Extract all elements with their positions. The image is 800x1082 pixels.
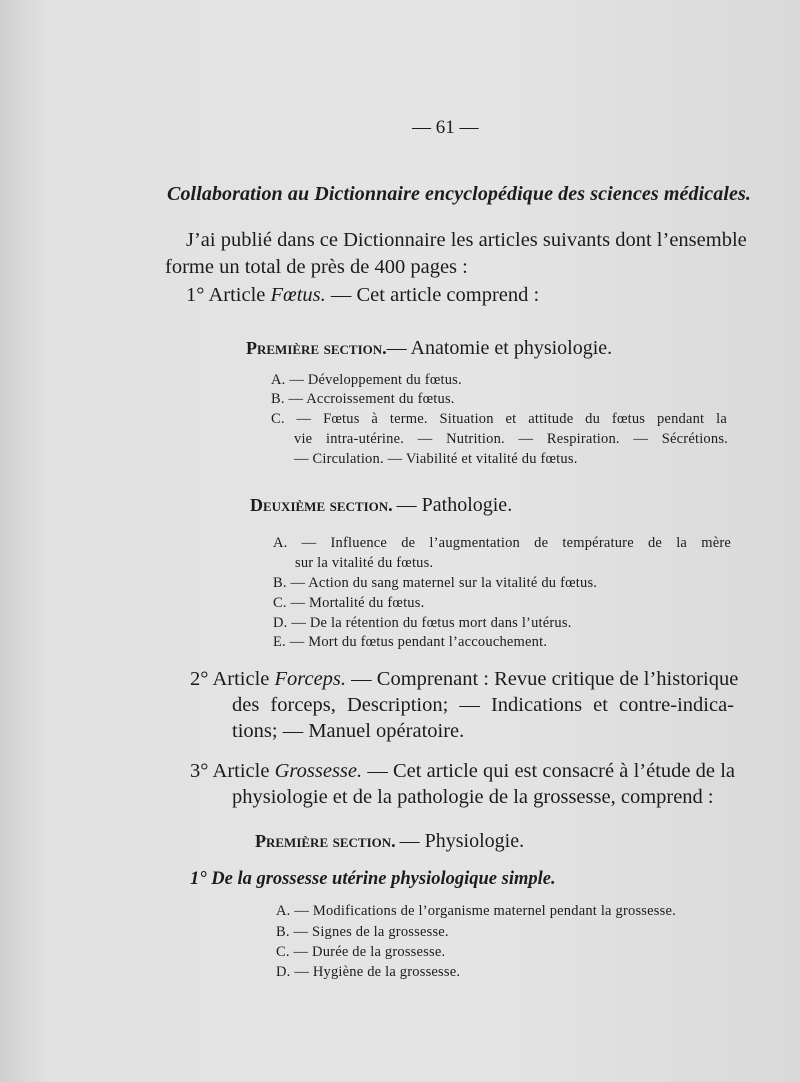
article2-line-3: tions; — Manuel opératoire. bbox=[232, 720, 465, 742]
section-title: — Anatomie et physiologie. bbox=[386, 337, 613, 359]
list-item: C. — Fœtus à terme. Situation et attitude du fœtus pendant la bbox=[271, 411, 727, 427]
article3-line-1 bbox=[190, 760, 735, 783]
intro-line-2: forme un total de près de 400 pages : bbox=[165, 256, 468, 278]
article3-rest: — Cet article qui est consacré à l’étude de la bbox=[367, 760, 735, 782]
article1-rest: — Cet article comprend : bbox=[330, 284, 540, 306]
article3-name: Grossesse. bbox=[274, 760, 363, 782]
article1-label: Article bbox=[208, 284, 266, 306]
intro-line-1: J’ai publié dans ce Dictionnaire les articles suivants dont l’ensemble bbox=[186, 229, 747, 251]
section-title: — Physiologie. bbox=[399, 830, 525, 852]
list-item: A. — Développement du fœtus. bbox=[271, 372, 462, 388]
section-label: Première section. bbox=[246, 338, 387, 358]
article1-num: 1° bbox=[186, 284, 205, 306]
list-item: C. — Durée de la grossesse. bbox=[276, 944, 446, 960]
list-item: E. — Mort du fœtus pendant l’accouchement. bbox=[273, 634, 548, 650]
article2-rest: — Comprenant : Revue critique de l’historique bbox=[351, 668, 739, 690]
list-item-continuation: — Circulation. — Viabilité et vitalité du fœtus. bbox=[294, 451, 578, 467]
article1-heading bbox=[186, 284, 539, 307]
subheading: 1° De la grossesse utérine physiologique simple. bbox=[190, 869, 556, 889]
list-item: D. — Hygiène de la grossesse. bbox=[276, 964, 461, 980]
list-item: B. — Action du sang maternel sur la vitalité du fœtus. bbox=[273, 575, 598, 591]
section-label: Première section. bbox=[255, 831, 396, 851]
article3-num: 3° bbox=[190, 760, 209, 782]
page-title: Collaboration au Dictionnaire encyclopédique des sciences médicales. bbox=[167, 183, 751, 205]
section-heading-2 bbox=[250, 494, 512, 517]
list-item: C. — Mortalité du fœtus. bbox=[273, 595, 425, 611]
list-item: B. — Accroissement du fœtus. bbox=[271, 391, 455, 407]
section-title: — Pathologie. bbox=[396, 494, 513, 516]
article2-label: Article bbox=[212, 668, 270, 690]
article2-line-1 bbox=[190, 668, 739, 691]
list-item-continuation: vie intra-utérine. — Nutrition. — Respiration. — Sécrétions. bbox=[294, 431, 728, 447]
list-item: A. — Modifications de l’organisme maternel pendant la grossesse. bbox=[276, 903, 676, 919]
article2-name: Forceps. bbox=[274, 668, 347, 690]
article1-name: Fœtus. bbox=[270, 284, 326, 306]
list-item: D. — De la rétention du fœtus mort dans l’utérus. bbox=[273, 615, 572, 631]
list-item-continuation: sur la vitalité du fœtus. bbox=[295, 555, 434, 571]
article2-line-2: des forceps, Description; — Indications et contre-indica- bbox=[232, 694, 734, 716]
list-item: B. — Signes de la grossesse. bbox=[276, 924, 449, 940]
list-item: A. — Influence de l’augmentation de température de la mère bbox=[273, 535, 731, 551]
section-label: Deuxième section. bbox=[250, 495, 393, 515]
article2-num: 2° bbox=[190, 668, 209, 690]
article3-label: Article bbox=[212, 760, 270, 782]
article3-line-2: physiologie et de la pathologie de la grossesse, comprend : bbox=[232, 786, 714, 808]
section-heading-3 bbox=[255, 830, 524, 853]
page-number: — 61 — bbox=[412, 117, 479, 138]
section-heading-1 bbox=[246, 337, 612, 360]
